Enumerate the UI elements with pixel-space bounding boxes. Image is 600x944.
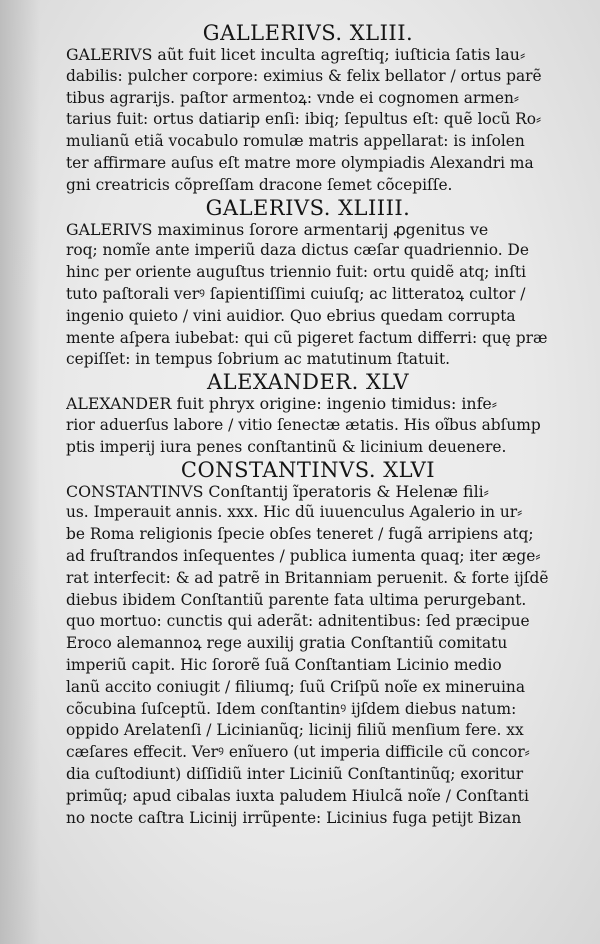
text-line: roq; nomĩe ante imperiũ daza dictus cæſar quadriennio. De [66, 241, 529, 260]
text-line: GALERIVS maximinus ſorore armentarij ꝓgenitus ve [66, 219, 489, 239]
text-line: cæſares effecit. Verꝰ enĩuero (ut imperia difficile cũ concor⸗ [66, 743, 530, 762]
chapter-heading: GALLERIVS. XLIII. [202, 21, 414, 45]
text-line: imperiũ capit. Hic ſororẽ ſuã Conſtantiam Licinio medio [66, 655, 502, 674]
text-line: cepiſſet: in tempus ſobrium ac matutinum ſtatuit. [66, 350, 451, 369]
text-line: hinc per oriente auguſtus triennio fuit: ortu quidẽ atq; inſti [66, 263, 527, 282]
text-line: Eroco alemannoꝝ rege auxilij gratia Conſtantiũ comitatu [66, 634, 508, 653]
text-line: oppido Arelatenſi / Licinianũq; licinij filiũ menſium fere. xx [66, 721, 524, 740]
text-line: GALERIVS aũt fuit licet inculta agreſtiq; iuſticia ſatis lau⸗ [66, 45, 526, 64]
text-line: ter affirmare auſus eſt matre more olympiadis Alexandri ma [66, 153, 534, 172]
text-line: no nocte caſtra Licinij irrũpente: Licinius fuga petijt Bizan [66, 808, 522, 827]
text-line: tarius fuit: ortus datiarip enſi: ibiq; ſepultus eſt: quẽ locũ Ro⸗ [66, 110, 542, 129]
text-line: be Roma religionis ſpecie obſes teneret / fugã arripiens atq; [66, 525, 534, 544]
text-line: quo mortuo: cunctis qui aderãt: adnitentibus: ſed præcipue [66, 612, 530, 631]
text-line: tuto paſtorali verꝰ ſapientiſſimi cuiuſq; ac litteratoꝝ cultor / [66, 284, 526, 303]
text-line: us. Imperauit annis. xxx. Hic dũ iuuenculus Agalerio in ur⸗ [66, 503, 523, 522]
text-line: CONSTANTINVS Conſtantij ĩperatoris & Helenæ fili⸗ [66, 481, 489, 501]
text-line: rat interfecit: & ad patrẽ in Britanniam peruenit. & forte ijſdẽ [66, 568, 549, 587]
gutter-shadow [0, 0, 40, 944]
text-line: dabilis: pulcher corpore: eximius & felix bellator / ortus parẽ [66, 66, 542, 85]
text-line: gni creatricis cõpreſſam dracone ſemet cõcepiſſe. [66, 175, 453, 194]
text-line: mente aſpera iubebat: qui cũ pigeret factum differri: quę præ [66, 328, 548, 347]
text-line: rior aduerſus labore / vitio ſenectæ ætatis. His oĩbus abſump [66, 415, 541, 434]
text-line: tibus agrarijs. paſtor armentoꝝ: vnde ei cognomen armen⸗ [66, 88, 520, 107]
text-line: primũq; apud cibalas iuxta paludem Hiulcã noĩe / Conſtanti [66, 786, 529, 805]
text-line: dia cuſtodiunt) diſſidiũ inter Liciniũ Conſtantinũq; exoritur [66, 764, 524, 783]
text-line: diebus ibidem Conſtantiũ parente fata ultima perurgebant. [66, 590, 527, 609]
text-line: cõcubina ſuſceptũ. Idem conſtantinꝰ ijſdem diebus natum: [66, 699, 517, 718]
chapter-heading: GALERIVS. XLIIII. [205, 195, 411, 220]
text-line: ad fruſtrandos inſequentes / publica iumenta quaq; iter æge⸗ [66, 546, 541, 565]
text-column [66, 22, 550, 829]
chapter-heading: ALEXANDER. XLV [206, 370, 410, 395]
text-line: mulianũ etiã vocabulo romulæ matris appellarat: is inſolen [66, 132, 525, 151]
text-line: ALEXANDER fuit phryx origine: ingenio timidus: infe⸗ [66, 394, 498, 414]
text-line: ptis imperij iura penes conſtantinũ & licinium deuenere. [66, 437, 507, 456]
text-line: lanũ accito coniugit / filiumq; ſuũ Criſpũ noĩe ex mineruina [66, 677, 526, 696]
text-line: ingenio quieto / vini auidior. Quo ebrius quedam corrupta [66, 306, 516, 325]
chapter-heading: CONSTANTINVS. XLVI [180, 457, 436, 482]
